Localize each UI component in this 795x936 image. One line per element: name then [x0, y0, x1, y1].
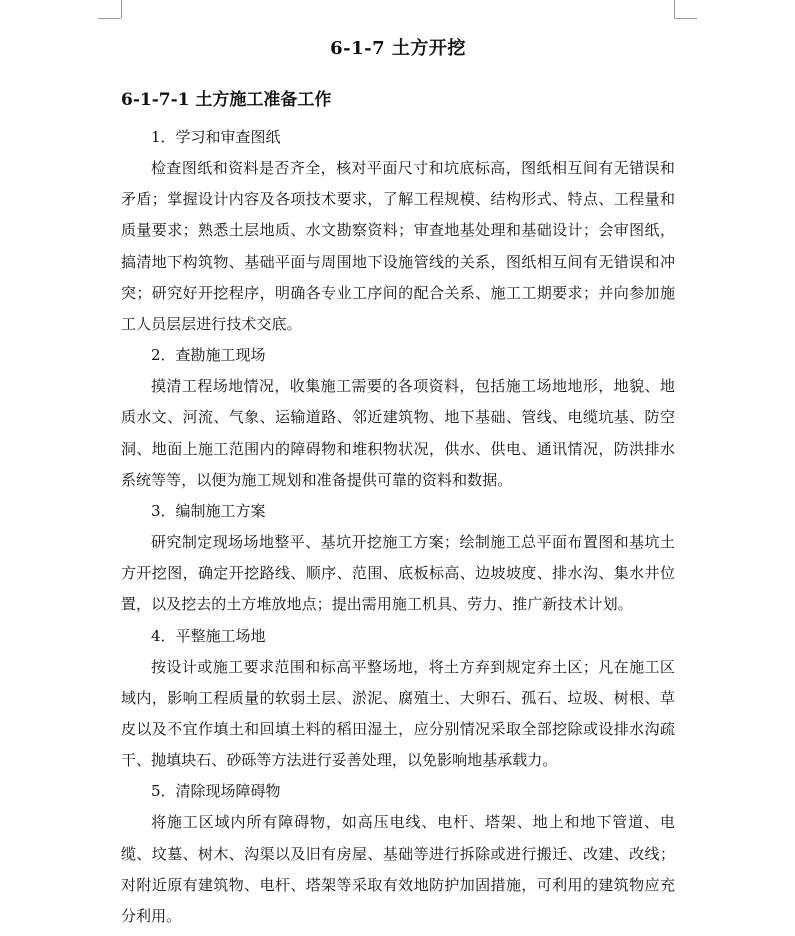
- item-heading: 1．学习和审查图纸: [151, 128, 281, 146]
- item-paragraph: 研究制定现场场地整平、基坑开挖施工方案；绘制施工总平面布置图和基坑土方开挖图，确定开挖路线、顺序、范围、底板标高、边坡坡度、排水沟、集水井位置，以及挖去的土方堆放地点；提出需用施工机具、劳力、推广新技术计划。: [121, 533, 675, 614]
- item-heading: 3．编制施工方案: [151, 502, 266, 521]
- document-title: 6-1-7 土方开挖: [330, 38, 466, 59]
- crop-mark-top-right: [674, 18, 697, 19]
- item-heading: 2．查勘施工现场: [151, 346, 266, 365]
- crop-mark-top-left: [98, 18, 121, 19]
- section-title: 6-1-7-1 土方施工准备工作: [121, 90, 332, 110]
- section-body: [121, 122, 675, 932]
- item-paragraph: 将施工区域内所有障碍物，如高压电线、电杆、塔架、地上和地下管道、电缆、坟墓、树木、沟渠以及旧有房屋、基础等进行拆除或进行搬迁、改建、改线；对附近原有建筑物、电杆、塔架等采取有效地防护加固措施，可利用的建筑物应充分利用。: [121, 813, 675, 926]
- item-heading: 4．平整施工场地: [151, 626, 266, 645]
- item-paragraph: 检查图纸和资料是否齐全，核对平面尺寸和坑底标高，图纸相互间有无错误和矛盾；掌握设计内容及各项技术要求，了解工程规模、结构形式、特点、工程量和质量要求；熟悉土层地质、水文勘察资料；审查地基处理和基础设计；会审图纸，搞清地下构筑物、基础平面与周围地下设施管线的关系，图纸相互间有无错误和冲突；研究好开挖程序，明确各专业工序间的配合关系、施工工期要求；并向参加施工人员层层进行技术交底。: [121, 159, 675, 334]
- item-paragraph: 摸清工程场地情况，收集施工需要的各项资料，包括施工场地地形，地貌、地质水文、河流、气象、运输道路、邻近建筑物、地下基础、管线、电缆坑基、防空洞、地面上施工范围内的障碍物和堆积物状况，供水、供电、通讯情况，防洪排水系统等等，以便为施工规划和准备提供可靠的资料和数据。: [121, 377, 675, 489]
- crop-mark-top-right: [674, 0, 675, 18]
- item-heading: 5．清除现场障碍物: [151, 782, 281, 801]
- item-paragraph: 按设计或施工要求范围和标高平整场地，将土方弃到规定弃土区；凡在施工区域内，影响工程质量的软弱土层、淤泥、腐殖土、大卵石、孤石、垃圾、树根、草皮以及不宜作填土和回填土料的稻田湿土，应分别情况采取全部挖除或设排水沟疏干、抛填块石、砂砾等方法进行妥善处理，以免影响地基承载力。: [121, 657, 675, 770]
- crop-mark-top-left: [121, 0, 122, 18]
